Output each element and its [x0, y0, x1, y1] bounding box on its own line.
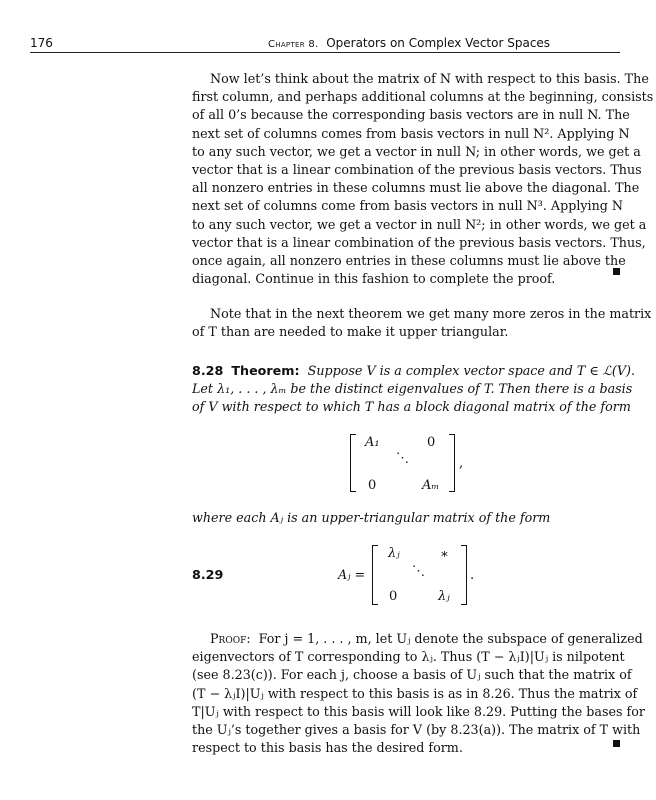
- text-line: all nonzero entries in these columns must lie above the diagonal. The: [192, 180, 640, 196]
- text-line: Now let’s think about the matrix of N with respect to this basis. The: [210, 71, 649, 86]
- proof-text: For j = 1, . . . , m, let Uⱼ denote the subspace of generalized: [258, 631, 643, 646]
- text-line: next set of columns comes from basis vectors in null N². Applying N: [192, 125, 630, 141]
- left-bracket: [350, 434, 356, 492]
- proof-label: Proof:: [210, 631, 251, 646]
- matrix-entry-top-right: ∗: [440, 547, 449, 562]
- text-line: next set of columns come from basis vectors in null N³. Applying N: [192, 198, 624, 214]
- matrix-entry-bottom-right: Aₘ: [422, 478, 440, 493]
- header-rule: [30, 52, 620, 53]
- text-line: respect to this basis has the desired form.: [192, 740, 463, 756]
- qed-symbol: [613, 268, 620, 275]
- equation-number-8-29: 8.29: [192, 567, 224, 582]
- theorem-continuation: [192, 509, 622, 527]
- text-line: first column, and perhaps additional columns at the beginning, consists: [192, 89, 654, 105]
- text-line: of T than are needed to make it upper triangular.: [192, 324, 509, 340]
- matrix-entry-bottom-left: 0: [389, 589, 398, 604]
- block-diagonal-matrix: [350, 434, 470, 494]
- text-line: the Uⱼ’s together gives a basis for V (by 8.23(a)). The matrix of T with: [192, 721, 641, 737]
- text-line: (T − λⱼI)|Uⱼ with respect to this basis is as in 8.26. Thus the matrix of: [192, 685, 638, 701]
- matrix-diagonal-dots: ⋱: [412, 564, 425, 579]
- proof-first-line: [192, 630, 643, 648]
- text-line: diagonal. Continue in this fashion to complete the proof.: [192, 271, 556, 287]
- theorem-number: 8.28: [192, 363, 224, 378]
- text-line: eigenvectors of T corresponding to λⱼ. Thus (T − λⱼI)|Uⱼ is nilpotent: [192, 649, 625, 665]
- theorem-label: Theorem:: [231, 363, 300, 378]
- text-line: to any such vector, we get a vector in null N; in other words, we get a: [192, 143, 641, 159]
- text-line: vector that is a linear combination of the previous basis vectors. Thus: [192, 161, 642, 177]
- theorem-text: of V with respect to which T has a block diagonal matrix of the form: [192, 399, 631, 415]
- text-line: to any such vector, we get a vector in null N²; in other words, we get a: [192, 216, 647, 232]
- left-bracket: [372, 545, 378, 605]
- text-line: T|Uⱼ with respect to this basis will look like 8.29. Putting the bases for: [192, 703, 645, 719]
- matrix-entry-top-left: λⱼ: [388, 546, 400, 561]
- text-line: once again, all nonzero entries in these columns must lie above the: [192, 252, 626, 268]
- matrix-trailing-comma: ,: [459, 456, 464, 471]
- matrix-entry-top-left: A₁: [365, 435, 380, 450]
- text-line: of all 0’s because the corresponding basis vectors are in null N. The: [192, 107, 630, 123]
- chapter-label: Chapter 8.: [268, 39, 319, 50]
- theorem-first-line: [192, 362, 635, 380]
- theorem-8-28: [192, 362, 635, 417]
- proof-paragraph: [192, 630, 645, 757]
- text-line: vector that is a linear combination of the previous basis vectors. Thus,: [192, 234, 646, 250]
- running-header: [30, 36, 620, 52]
- right-bracket: [461, 545, 467, 605]
- chapter-heading: [268, 36, 550, 50]
- page-number: 176: [30, 36, 53, 50]
- matrix-diagonal-dots: ⋱: [396, 451, 409, 466]
- note-paragraph: [192, 305, 652, 341]
- equation-lhs: Aⱼ =: [338, 567, 366, 582]
- matrix-entry-top-right: 0: [427, 435, 436, 450]
- upper-triangular-matrix: [372, 545, 492, 607]
- text-line: (see 8.23(c)). For each j, choose a basis of Uⱼ such that the matrix of: [192, 667, 632, 683]
- matrix-entry-bottom-left: 0: [368, 478, 377, 493]
- proof-continuation-paragraph: [192, 70, 654, 288]
- matrix-trailing-period: .: [470, 568, 475, 583]
- chapter-title: Operators on Complex Vector Spaces: [326, 36, 551, 50]
- text-line: where each Aⱼ is an upper-triangular matrix of the form: [192, 510, 551, 525]
- text-line: Note that in the next theorem we get many more zeros in the matrix: [210, 306, 652, 321]
- theorem-text: Let λ₁, . . . , λₘ be the distinct eigenvalues of T. Then there is a basis: [192, 381, 633, 397]
- theorem-text: Suppose V is a complex vector space and T ∈ ℒ(V).: [307, 363, 635, 378]
- qed-symbol: [613, 740, 620, 747]
- matrix-entry-bottom-right: λⱼ: [438, 589, 450, 604]
- right-bracket: [449, 434, 455, 492]
